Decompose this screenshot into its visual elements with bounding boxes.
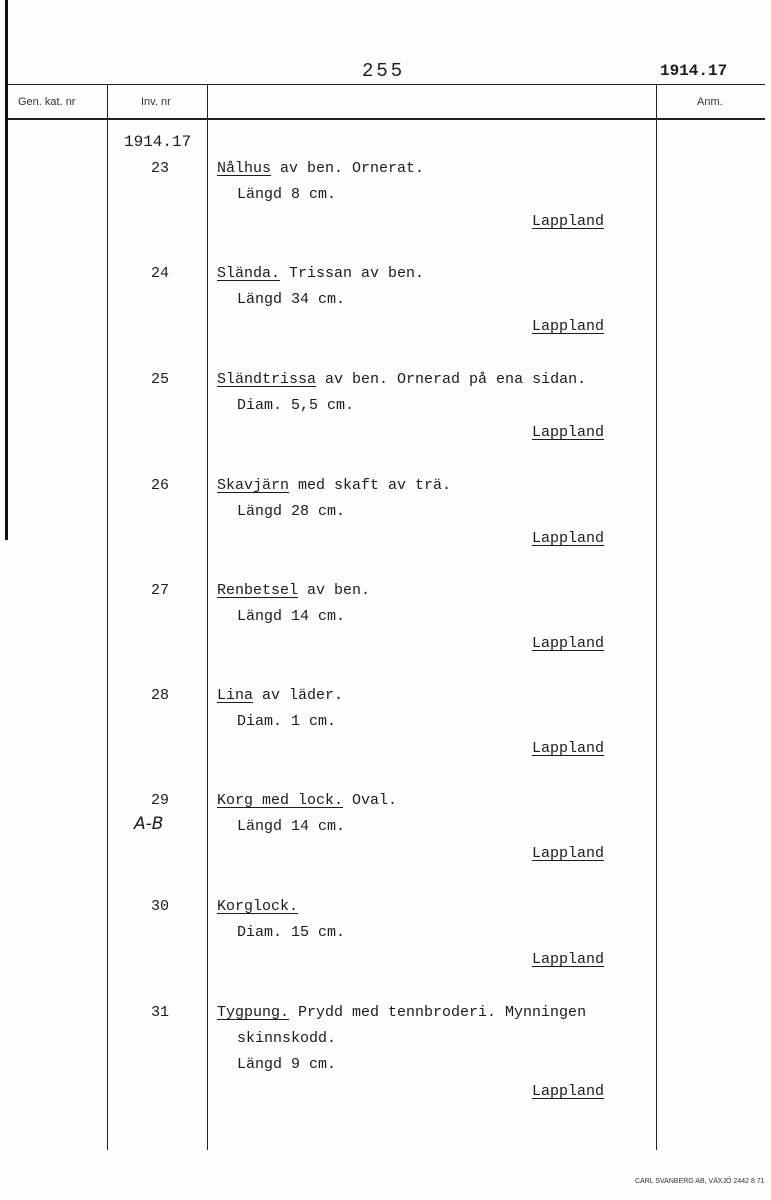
description-line	[217, 265, 424, 282]
description-text: av läder.	[253, 687, 344, 704]
object-title: Skavjärn	[217, 477, 290, 494]
header-top-rule	[8, 84, 765, 85]
description-text: Prydd med tennbroderi. Mynningen	[289, 1004, 587, 1021]
inventory-number: 23	[150, 160, 169, 177]
description-line	[217, 687, 343, 704]
object-title: Nålhus	[217, 160, 272, 177]
dimension-text: Diam. 1 cm.	[237, 713, 337, 730]
description-text: med skaft av trä.	[289, 477, 452, 494]
description-line	[217, 898, 298, 915]
description-text: av ben.	[298, 582, 371, 599]
catalog-entry	[0, 371, 771, 471]
dimension-text: Diam. 15 cm.	[237, 924, 346, 941]
origin-label: Lappland	[531, 1083, 604, 1100]
catalog-entry	[0, 265, 771, 365]
origin-label: Lappland	[531, 213, 604, 230]
description-text: av ben. Ornerad på ena sidan.	[316, 371, 587, 388]
dimension-text: Längd 14 cm.	[237, 818, 346, 835]
description-line	[217, 582, 370, 599]
catalog-entry	[0, 160, 771, 260]
inventory-number: 27	[150, 582, 169, 599]
handwritten-note: A-B	[134, 814, 164, 834]
object-title: Renbetsel	[217, 582, 299, 599]
inventory-number: 30	[150, 898, 169, 915]
catalog-entry	[0, 477, 771, 577]
header-batch-number: 1914.17	[660, 62, 728, 80]
description-text: Oval.	[343, 792, 398, 809]
inventory-number: 26	[150, 477, 169, 494]
description-text: av ben. Ornerat.	[271, 160, 425, 177]
dimension-text: Längd 14 cm.	[237, 608, 346, 625]
origin-label: Lappland	[531, 845, 604, 862]
dimension-text: Längd 34 cm.	[237, 291, 346, 308]
inventory-number: 28	[150, 687, 169, 704]
dimension-text: Diam. 5,5 cm.	[237, 397, 355, 414]
description-line	[217, 477, 451, 494]
inventory-number: 31	[150, 1004, 169, 1021]
object-title: Lina	[217, 687, 254, 704]
description-line	[217, 160, 424, 177]
origin-label: Lappland	[531, 740, 604, 757]
inventory-number: 25	[150, 371, 169, 388]
batch-label: 1914.17	[124, 133, 192, 151]
object-title: Slända.	[217, 265, 281, 282]
origin-label: Lappland	[531, 530, 604, 547]
origin-label: Lappland	[531, 635, 604, 652]
description-text: Trissan av ben.	[280, 265, 425, 282]
dimension-text: Längd 28 cm.	[237, 503, 346, 520]
catalog-entry	[0, 792, 771, 892]
catalog-entry	[0, 898, 771, 998]
origin-label: Lappland	[531, 424, 604, 441]
inventory-number: 24	[150, 265, 169, 282]
column-header-anm: Anm.	[697, 96, 723, 108]
description-line	[217, 371, 586, 388]
object-title: Korglock.	[217, 898, 299, 915]
object-title: Korg med lock.	[217, 792, 344, 809]
catalog-entry	[0, 1004, 771, 1124]
description-line	[217, 792, 397, 809]
origin-label: Lappland	[531, 318, 604, 335]
column-header-inv-nr: Inv. nr	[141, 96, 171, 108]
origin-label: Lappland	[531, 951, 604, 968]
header-bottom-rule	[8, 118, 765, 120]
object-title: Sländtrissa	[217, 371, 317, 388]
dimension-text: Längd 9 cm.	[237, 1056, 337, 1073]
object-title: Tygpung.	[217, 1004, 290, 1021]
dimension-text: Längd 8 cm.	[237, 186, 337, 203]
catalog-entry	[0, 687, 771, 787]
page-number: 255	[362, 60, 406, 82]
inventory-number: 29	[150, 792, 169, 809]
description-line	[217, 1004, 586, 1021]
column-header-gen-kat-nr: Gen. kat. nr	[18, 96, 76, 108]
description-continuation: skinnskodd.	[237, 1030, 337, 1047]
catalog-entry	[0, 582, 771, 682]
printer-imprint: CARL SVANBERG AB, VÄXJÖ 2442 8 71	[635, 1178, 765, 1185]
